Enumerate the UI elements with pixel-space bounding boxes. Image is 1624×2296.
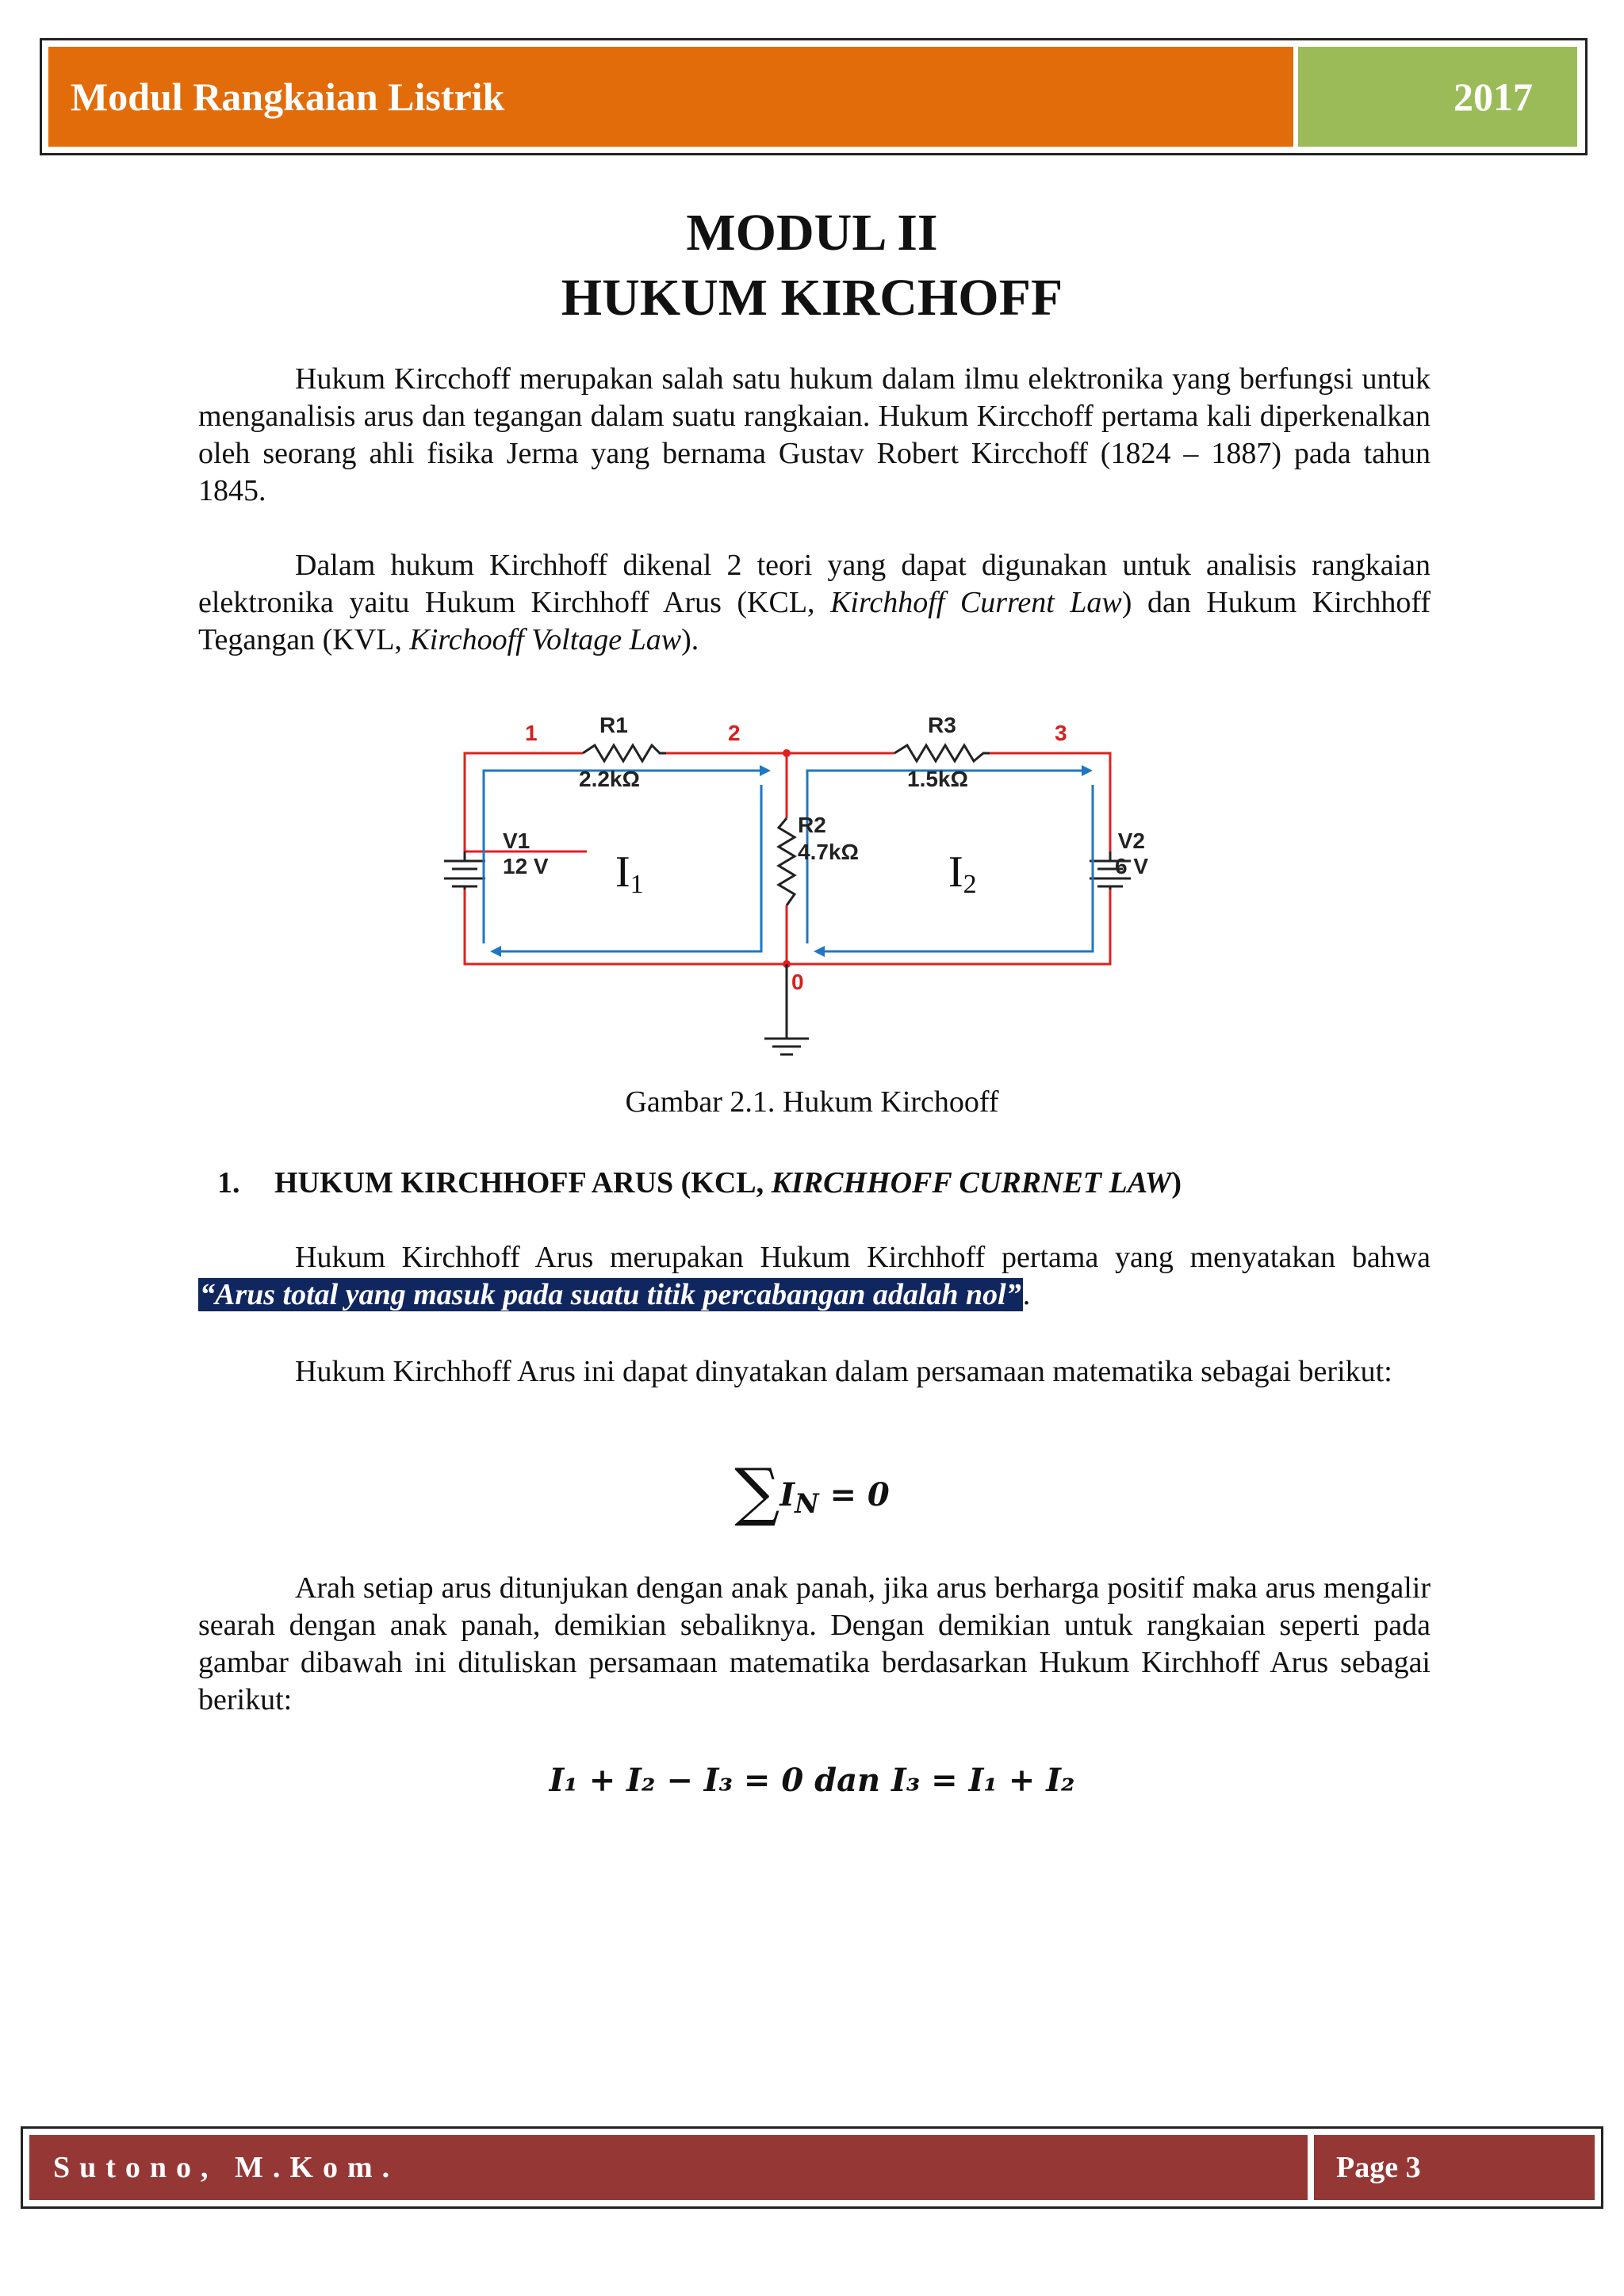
- section-1-heading-a: HUKUM KIRCHHOFF ARUS (KCL,: [274, 1166, 772, 1200]
- r2-value: 4.7kΩ: [798, 840, 859, 864]
- kirchhoff-circuit-diagram: [444, 706, 1148, 1062]
- v2-name: V2: [1117, 828, 1145, 853]
- i1-base: I: [615, 848, 630, 897]
- intro-paragraph-1: Hukum Kircchoff merupakan salah satu hukum dalam ilmu elektronika yang berfungsi untuk menganalisis arus dan tegangan dalam suatu rangkaian. Hukum Kircchoff pertama kali diperkenalkan oleh seorang ahli fisika Jerma yang bernama Gustav Robert Kircchoff (1824 – 1887) pada tahun 1845.: [198, 362, 1431, 507]
- intro-p2-kvl-term: Kirchooff Voltage Law: [409, 623, 682, 656]
- module-number-title: MODUL II: [686, 204, 938, 262]
- node-label-2: 2: [728, 721, 741, 745]
- node-2-junction: [783, 749, 791, 757]
- page-header: [40, 38, 1588, 155]
- r1-name: R1: [599, 713, 628, 737]
- v1-value: 12 V: [503, 854, 549, 878]
- node-label-3: 3: [1055, 721, 1067, 745]
- formula1-sub: N: [795, 1488, 819, 1519]
- node-label-0: 0: [791, 970, 804, 994]
- i2-base: I: [948, 848, 963, 897]
- author-name: Sutono, M.Kom.: [29, 2135, 1308, 2200]
- i2-sub: 2: [963, 870, 977, 899]
- current-label-i1: [615, 848, 644, 899]
- kcl-definition-text: Hukum Kirchhoff Arus merupakan Hukum Kirchhoff pertama yang menyatakan bahwa: [295, 1241, 1431, 1274]
- intro-paragraph-2: [198, 547, 1431, 659]
- formula1-var: I: [779, 1476, 795, 1513]
- year-label: 2017: [1298, 47, 1577, 147]
- kcl-equation-intro: Hukum Kirchhoff Arus ini dapat dinyatakan dalam persamaan matematika sebagai berikut:: [295, 1355, 1392, 1388]
- module-title: Modul Rangkaian Listrik: [48, 47, 1293, 147]
- section-1-heading: [217, 1165, 1182, 1200]
- section-1-number: 1.: [217, 1166, 240, 1200]
- v2-value: 6 V: [1114, 854, 1148, 878]
- voltage-source-v1: [444, 851, 485, 890]
- kcl-node-equation: I₁ + I₂ − I₃ = 0 dan I₃ = I₁ + I₂: [549, 1762, 1075, 1799]
- r1-value: 2.2kΩ: [579, 767, 640, 791]
- resistor-r3: [894, 745, 990, 761]
- current-direction-paragraph: Arah setiap arus ditunjukan dengan anak panah, jika arus berharga positif maka arus mengalir searah dengan anak panah, demikian sebaliknya. Dengan demikian untuk rangkaian seperti pada gambar dibawah ini dituliskan persamaan matematika berdasarkan Hukum Kirchhoff Arus sebagai berikut:: [198, 1571, 1431, 1716]
- circuit-wires: [465, 753, 1110, 964]
- kcl-definition-quote: “Arus total yang masuk pada suatu titik percabangan adalah nol”: [200, 1278, 1021, 1311]
- node-label-1: 1: [525, 721, 538, 745]
- resistor-r2: [779, 818, 795, 905]
- page-footer: [21, 2126, 1603, 2209]
- i1-sub: 1: [630, 870, 644, 899]
- page-number: Page 3: [1314, 2135, 1595, 2200]
- intro-p2-text-c: ) dan Hukum Kirchhoff Tegangan (KVL,: [198, 586, 1431, 656]
- v1-name: V1: [503, 828, 530, 853]
- section-1-heading-b: KIRCHHOFF CURRNET LAW: [771, 1166, 1172, 1200]
- r2-name: R2: [798, 813, 826, 837]
- r3-name: R3: [928, 713, 956, 737]
- sigma-symbol: ∑: [734, 1455, 780, 1529]
- kcl-definition-paragraph: [198, 1239, 1431, 1314]
- figure-caption: Gambar 2.1. Hukum Kirchooff: [625, 1085, 999, 1119]
- r3-value: 1.5kΩ: [907, 767, 968, 791]
- kcl-definition-end: .: [1022, 1278, 1031, 1311]
- section-1-heading-c: ): [1171, 1166, 1182, 1200]
- kcl-sum-formula: [0, 1455, 1624, 1529]
- resistor-r1: [583, 745, 666, 761]
- chapter-title: HUKUM KIRCHOFF: [561, 269, 1063, 327]
- intro-p2-kcl-term: Kirchhoff Current Law: [830, 586, 1122, 619]
- intro-p2-text-e: ).: [681, 623, 699, 656]
- formula1-rest: = 0: [818, 1476, 890, 1513]
- current-label-i2: [948, 848, 977, 899]
- intro-p2-text-a: Dalam hukum Kirchhoff dikenal 2 teori yang dapat digunakan untuk analisis rangkaian elektronika yaitu Hukum Kirchhoff Arus (KCL,: [198, 549, 1431, 619]
